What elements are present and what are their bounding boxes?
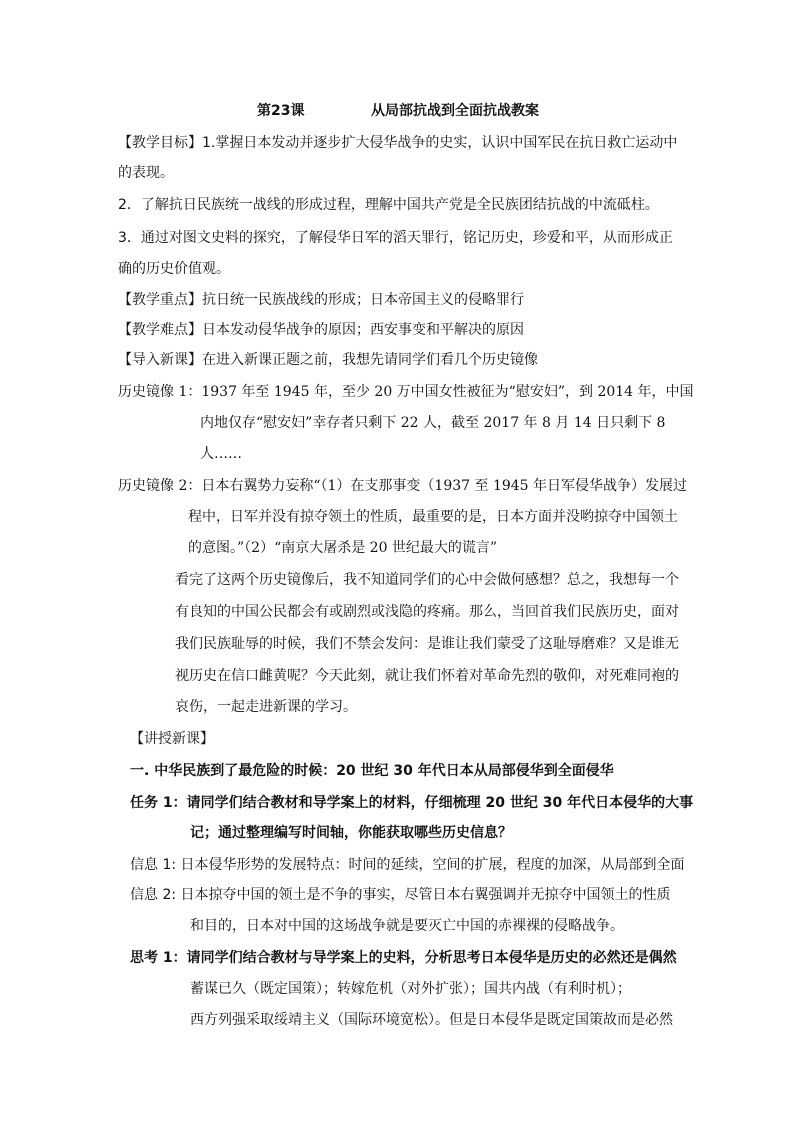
page-title: 从局部抗战到全面抗战教案 <box>371 103 539 119</box>
history-mirror-2: 历史镜像 2：日本右翼势力妄称“（1）在支那事变（1937 至 1945 年日军侵华战争）发展过 <box>118 478 688 494</box>
intro-heading: 【导入新课】在进入新课正题之前，我想先请同学们看几个历史镜像 <box>118 352 538 368</box>
history-mirror-1-end: 人…… <box>200 446 242 462</box>
think-1: 思考 1：请同学们结合教材与导学案上的史料，分析思考日本侵华是历史的必然还是偶然 <box>130 950 677 966</box>
info-2-cont: 和目的，日本对中国的这场战争就是要灭亡中国的赤裸裸的侵略战争。 <box>190 918 624 934</box>
history-mirror-1-cont: 内地仅存“慰安妇”幸存者只剩下 22 人，截至 2017 年 8 月 14 日只剩下 8 <box>200 415 666 431</box>
answer-line: 蓄谋已久（既定国策）；转嫁危机（对外扩张）；国共内战（有利时机）； <box>190 981 631 997</box>
paragraph-line: 视历史在信口雌黄呢？今天此刻，就让我们怀着对革命先烈的敬仰，对死难同袍的 <box>175 668 679 684</box>
history-mirror-2-cont: 程中，日军并没有掠夺领土的性质，最重要的是，日本方面并没哟掠夺中国领土 <box>188 509 678 525</box>
teaching-goal-1-cont: 的表现。 <box>118 165 174 181</box>
answer-line: 西方列强采取绥靖主义（国际环境宽松）。但是日本侵华是既定国策故而是必然 <box>190 1012 673 1028</box>
task-1: 任务 1：请同学们结合教材和导学案上的材料，仔细梳理 20 世纪 30 年代日本侵华的大事 <box>130 795 694 811</box>
teaching-goal-2: 2．了解抗日民族统一战线的形成过程，理解中国共产党是全民族团结抗战的中流砥柱。 <box>118 197 659 213</box>
teaching-goal-3: 3．通过对图文史料的探究，了解侵华日军的滔天罪行，铭记历史，珍爱和平，从而形成正 <box>118 230 673 246</box>
info-2: 信息 2: 日本掠夺中国的领土是不争的事实，尽管日本右翼强调并无掠夺中国领土的性质 <box>130 887 671 903</box>
paragraph-line: 看完了这两个历史镜像后，我不知道同学们的心中会做何感想？总之，我想每一个 <box>175 572 679 588</box>
difficult-point: 【教学难点】日本发动侵华战争的原因；西安事变和平解决的原因 <box>118 322 524 338</box>
history-mirror-1: 历史镜像 1：1937 年至 1945 年，至少 20 万中国女性被征为“慰安妇”，到 2014 年，中国 <box>118 384 694 400</box>
key-point: 【教学重点】抗日统一民族战线的形成；日本帝国主义的侵略罪行 <box>118 292 524 308</box>
teaching-goal-3-cont: 确的历史价值观。 <box>118 261 230 277</box>
new-lesson-heading: 【讲授新课】 <box>130 731 214 747</box>
history-mirror-2-end: 的意图。”（2）“南京大屠杀是 20 世纪最大的谎言” <box>188 540 498 556</box>
paragraph-line: 哀伤，一起走进新课的学习。 <box>175 699 357 715</box>
task-1-cont: 记；通过整理编写时间轴，你能获取哪些历史信息？ <box>190 825 512 841</box>
paragraph-line: 有良知的中国公民都会有或剧烈或浅隐的疼痛。那么，当回首我们民族历史，面对 <box>175 604 679 620</box>
paragraph-line: 我们民族耻辱的时候，我们不禁会发问：是谁让我们蒙受了这耻辱磨难？又是谁无 <box>175 636 679 652</box>
info-1: 信息 1: 日本侵华形势的发展特点：时间的延续，空间的扩展，程度的加深，从局部到全面 <box>130 857 685 873</box>
section-1-heading: 一. 中华民族到了最危险的时候：20 世纪 30 年代日本从局部侵华到全面侵华 <box>130 763 614 779</box>
teaching-goal-1: 【教学目标】1.掌握日本发动并逐步扩大侵华战争的史实，认识中国军民在抗日救亡运动中 <box>118 135 678 151</box>
lesson-number: 第23课 <box>257 103 305 119</box>
